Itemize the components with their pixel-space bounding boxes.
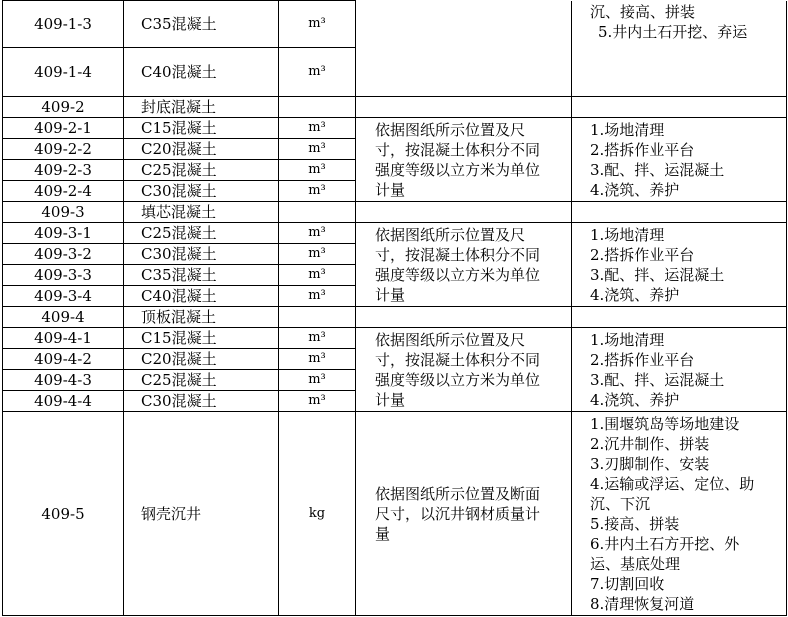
work-content-cell (572, 118, 787, 202)
item-code: 409-4-4 (3, 391, 124, 412)
item-unit: m³ (279, 244, 356, 265)
item-name: C20混凝土 (124, 349, 279, 370)
work-line: 7.切割回收 (590, 574, 665, 593)
item-unit: m³ (279, 48, 356, 97)
work-line: 沉、下沉 (590, 494, 651, 513)
item-code: 409-2-4 (3, 181, 124, 202)
rule-line: 依据图纸所示位置及尺 (375, 120, 526, 139)
group-code: 409-4 (3, 307, 124, 328)
item-unit: m³ (279, 1, 356, 48)
rule-line: 依据图纸所示位置及断面 (375, 484, 541, 503)
item-unit (279, 97, 356, 118)
item-name: C25混凝土 (124, 160, 279, 181)
work-content-cell (572, 412, 787, 616)
item-name: C40混凝土 (124, 286, 279, 307)
measurement-rule-cell (356, 97, 572, 118)
work-line: 1.围堰筑岛等场地建设 (590, 414, 740, 433)
item-code: 409-4-1 (3, 328, 124, 349)
group-name: 顶板混凝土 (124, 307, 279, 328)
item-unit: m³ (279, 391, 356, 412)
item-name: C35混凝土 (124, 265, 279, 286)
item-code: 409-1-3 (3, 1, 124, 48)
rule-line: 强度等级以立方米为单位 (375, 370, 541, 389)
work-content-cell (572, 307, 787, 328)
table-row (3, 1, 787, 48)
item-unit: m³ (279, 328, 356, 349)
table-row (3, 412, 787, 616)
group-code: 409-2 (3, 97, 124, 118)
rule-line: 依据图纸所示位置及尺 (375, 225, 526, 244)
item-name: 钢壳沉井 (124, 412, 279, 616)
group-code: 409-3 (3, 202, 124, 223)
work-line: 3.刃脚制作、安装 (590, 454, 710, 473)
item-code: 409-3-2 (3, 244, 124, 265)
rule-line: 尺寸，以沉井钢材质量计 (375, 504, 541, 523)
work-line: 5.井内土石开挖、弃运 (598, 22, 748, 41)
measurement-rule-cell (356, 223, 572, 307)
work-line: 1.场地清理 (590, 120, 665, 139)
measurement-rule-cell (356, 1, 572, 97)
work-content-cell (572, 1, 787, 97)
work-line: 2.沉井制作、拼装 (590, 434, 710, 453)
measurement-rule-cell (356, 412, 572, 616)
item-code: 409-2-1 (3, 118, 124, 139)
work-line: 5.接高、拼装 (590, 514, 680, 533)
item-name: C30混凝土 (124, 391, 279, 412)
item-code: 409-2-3 (3, 160, 124, 181)
work-line: 3.配、拌、运混凝土 (590, 370, 725, 389)
item-name: C30混凝土 (124, 244, 279, 265)
work-content-cell (572, 328, 787, 412)
item-name: C15混凝土 (124, 328, 279, 349)
item-name: C30混凝土 (124, 181, 279, 202)
work-line: 4.运输或浮运、定位、助 (590, 474, 755, 493)
item-code: 409-1-4 (3, 48, 124, 97)
rule-line: 强度等级以立方米为单位 (375, 160, 541, 179)
quantity-table (2, 0, 787, 616)
item-unit: m³ (279, 370, 356, 391)
item-code: 409-2-2 (3, 139, 124, 160)
measurement-rule-cell (356, 118, 572, 202)
item-unit: m³ (279, 286, 356, 307)
group-header-row (3, 97, 787, 118)
work-content-cell (572, 202, 787, 223)
table-row (3, 328, 787, 349)
item-unit: m³ (279, 139, 356, 160)
rule-line: 计量 (375, 285, 406, 304)
work-line: 沉、接高、拼装 (590, 2, 696, 21)
rule-line: 寸，按混凝土体积分不同 (375, 245, 541, 264)
item-code: 409-4-3 (3, 370, 124, 391)
item-unit: m³ (279, 223, 356, 244)
item-unit: m³ (279, 265, 356, 286)
work-line: 4.浇筑、养护 (590, 390, 680, 409)
work-content-cell (572, 223, 787, 307)
rule-line: 计量 (375, 390, 406, 409)
work-line: 2.搭拆作业平台 (590, 350, 695, 369)
work-content-cell (572, 97, 787, 118)
item-name: C35混凝土 (124, 1, 279, 48)
item-name: C40混凝土 (124, 48, 279, 97)
item-code: 409-4-2 (3, 349, 124, 370)
work-line: 4.浇筑、养护 (590, 180, 680, 199)
work-line: 6.井内土石方开挖、外 (590, 534, 740, 553)
rule-line: 寸，按混凝土体积分不同 (375, 350, 541, 369)
measurement-rule-cell (356, 328, 572, 412)
item-code: 409-5 (3, 412, 124, 616)
table-row (3, 118, 787, 139)
rule-line: 计量 (375, 180, 406, 199)
item-code: 409-3-1 (3, 223, 124, 244)
group-header-row (3, 307, 787, 328)
table-row (3, 223, 787, 244)
item-unit: m³ (279, 181, 356, 202)
item-name: C25混凝土 (124, 370, 279, 391)
item-unit (279, 202, 356, 223)
item-unit (279, 307, 356, 328)
work-line: 3.配、拌、运混凝土 (590, 265, 725, 284)
item-code: 409-3-4 (3, 286, 124, 307)
rule-line: 依据图纸所示位置及尺 (375, 330, 526, 349)
item-unit: m³ (279, 349, 356, 370)
item-code: 409-3-3 (3, 265, 124, 286)
work-line: 1.场地清理 (590, 225, 665, 244)
group-header-row (3, 202, 787, 223)
item-name: C15混凝土 (124, 118, 279, 139)
work-line: 8.清理恢复河道 (590, 594, 695, 613)
item-unit: kg (279, 412, 356, 616)
work-line: 2.搭拆作业平台 (590, 140, 695, 159)
measurement-rule-cell (356, 307, 572, 328)
item-name: C20混凝土 (124, 139, 279, 160)
work-line: 2.搭拆作业平台 (590, 245, 695, 264)
group-name: 封底混凝土 (124, 97, 279, 118)
measurement-rule-cell (356, 202, 572, 223)
item-name: C25混凝土 (124, 223, 279, 244)
rule-line: 寸，按混凝土体积分不同 (375, 140, 541, 159)
rule-line: 量 (375, 524, 391, 543)
item-unit: m³ (279, 118, 356, 139)
item-unit: m³ (279, 160, 356, 181)
work-line: 4.浇筑、养护 (590, 285, 680, 304)
work-line: 1.场地清理 (590, 330, 665, 349)
work-line: 运、基底处理 (590, 554, 681, 573)
group-name: 填芯混凝土 (124, 202, 279, 223)
rule-line: 强度等级以立方米为单位 (375, 265, 541, 284)
work-line: 3.配、拌、运混凝土 (590, 160, 725, 179)
